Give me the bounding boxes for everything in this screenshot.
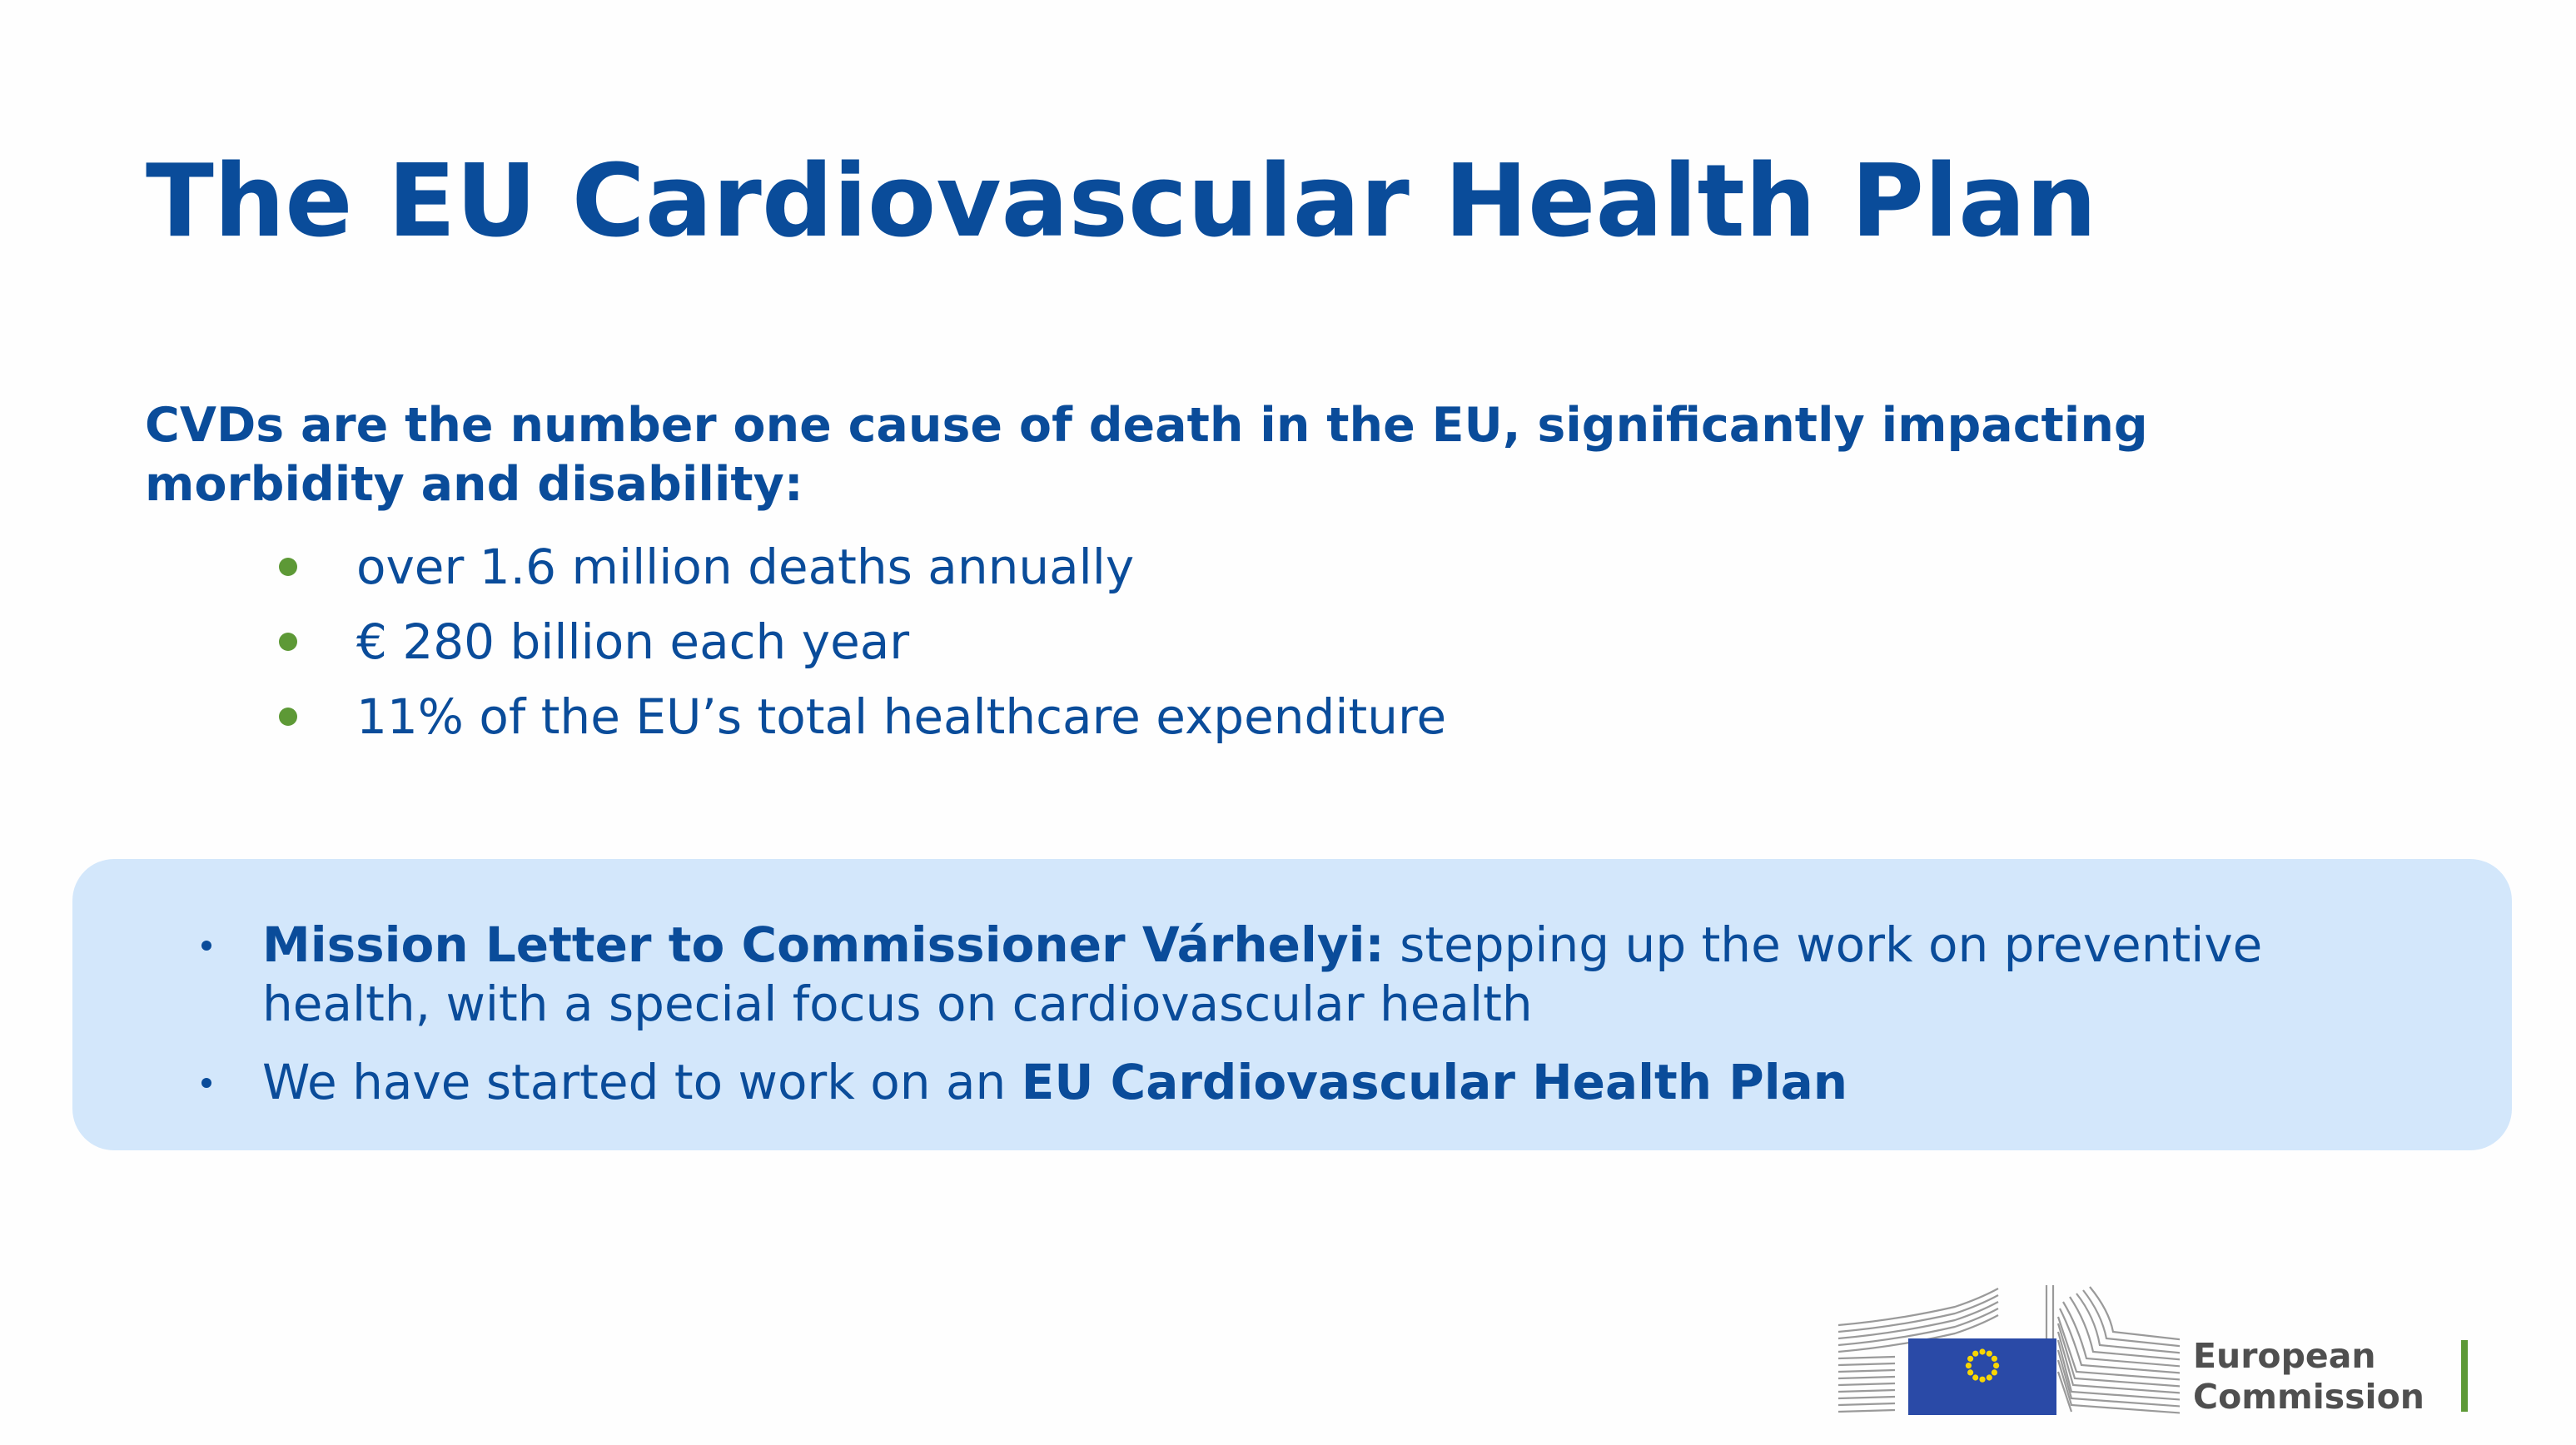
- bullet-dot-icon: [279, 558, 297, 576]
- stats-list: [275, 529, 1446, 754]
- stat-text: over 1.6 million deaths annually: [356, 539, 1135, 595]
- callout-list: [72, 916, 2512, 1112]
- stat-item: [275, 529, 1446, 604]
- stat-item: [275, 604, 1446, 679]
- callout-item: [72, 1053, 2512, 1112]
- callout-box: [72, 859, 2512, 1150]
- bullet-dot-icon: [279, 708, 297, 726]
- berlaymont-building-icon: [1822, 1274, 2180, 1419]
- slide-title: The EU Cardiovascular Health Plan: [146, 144, 2097, 260]
- stat-text: € 280 billion each year: [356, 613, 910, 670]
- bullet-dot-icon: [201, 941, 211, 951]
- logo-wordmark: [2193, 1336, 2424, 1418]
- logo-line-1: European: [2193, 1336, 2376, 1376]
- callout-item-bold: Mission Letter to Commissioner Várhelyi:: [262, 916, 1385, 973]
- bullet-dot-icon: [279, 633, 297, 651]
- logo-accent-bar: [2461, 1340, 2468, 1412]
- callout-item: [72, 916, 2512, 1034]
- callout-item-bold: EU Cardiovascular Health Plan: [1021, 1054, 1848, 1110]
- european-commission-logo: [1822, 1274, 2488, 1419]
- logo-line-2: Commission: [2193, 1377, 2424, 1417]
- callout-item-text: stepping up the work on preventive health, with a special focus on cardiovascular health: [262, 916, 2263, 1032]
- stat-item: [275, 679, 1446, 754]
- stat-text: 11% of the EU’s total healthcare expenditure: [356, 688, 1447, 745]
- intro-text: CVDs are the number one cause of death in the EU, significantly impacting morbidity and disability:: [145, 398, 2148, 512]
- bullet-dot-icon: [201, 1078, 211, 1088]
- callout-item-text: We have started to work on an: [262, 1054, 1022, 1110]
